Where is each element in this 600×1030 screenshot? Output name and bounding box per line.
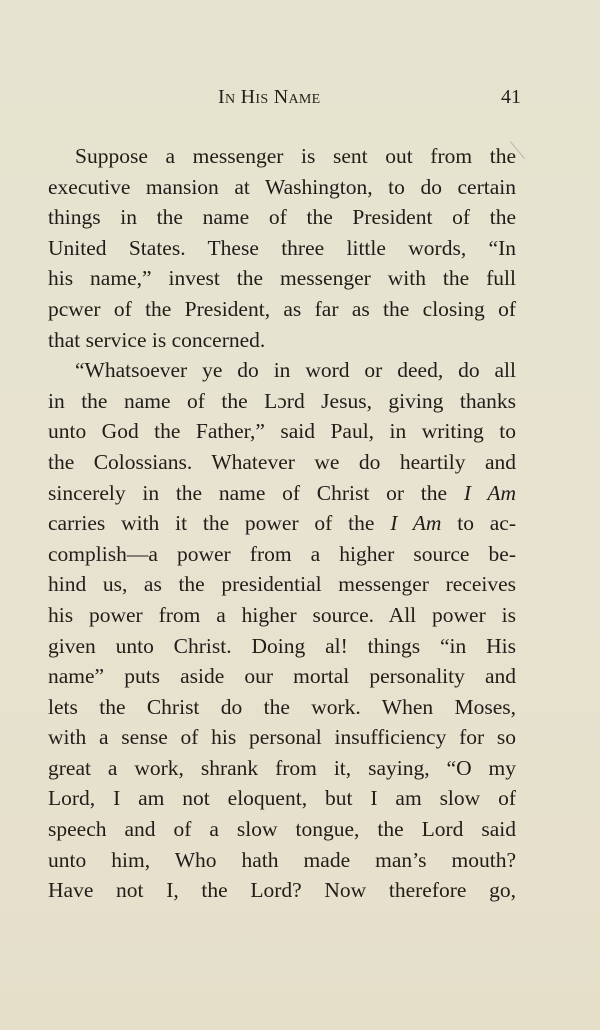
text-line: great a work, shrank from it, saying, “O my xyxy=(48,755,516,780)
text-line: Suppose a messenger is sent out from the xyxy=(75,144,516,168)
running-head xyxy=(218,86,521,116)
italic-i-am: I Am xyxy=(390,511,442,536)
text-line: his name,” invest the messenger with the full xyxy=(48,266,516,291)
body-text xyxy=(48,141,516,906)
text-line: the Colossians. Whatever we do heartily and xyxy=(48,449,516,474)
text-line: United States. These three little words, “In xyxy=(48,235,516,260)
text-line: unto God the Father,” said Paul, in writing to xyxy=(48,419,516,444)
text-line: given unto Christ. Doing al! things “in His xyxy=(48,633,516,658)
running-title: In His Name xyxy=(218,86,321,108)
text-line xyxy=(48,478,516,509)
text-line: his power from a higher source. All power is xyxy=(48,602,516,627)
italic-i-am: I Am xyxy=(463,480,516,505)
text-fragment: sincerely in the name of Christ or the xyxy=(48,480,448,505)
text-line: speech and of a slow tongue, the Lord said xyxy=(48,817,516,842)
text-line: in the name of the Lɔrd Jesus, giving thanks xyxy=(48,388,516,413)
text-line: things in the name of the President of the xyxy=(48,205,516,230)
text-line xyxy=(48,508,516,539)
text-line: “Whatsoever ye do in word or deed, do all xyxy=(75,358,516,383)
page-number: 41 xyxy=(501,86,521,108)
text-line: pcwer of the President, as far as the closing of xyxy=(48,296,516,321)
text-line: Have not I, the Lord? Now therefore go, xyxy=(48,878,516,903)
text-line: with a sense of his personal insufficiency for so xyxy=(48,725,516,750)
text-line: executive mansion at Washington, to do certain xyxy=(48,174,516,199)
text-line: lets the Christ do the work. When Moses, xyxy=(48,694,516,719)
text-fragment: carries with it the power of the xyxy=(48,511,375,536)
text-line: complish—a power from a higher source be- xyxy=(48,541,516,566)
text-line: name” puts aside our mortal personality and xyxy=(48,664,516,689)
text-line: that service is concerned. xyxy=(48,327,266,352)
text-fragment: to ac- xyxy=(457,511,516,536)
text-line: Lord, I am not eloquent, but I am slow of xyxy=(48,786,516,811)
text-line: hind us, as the presidential messenger receives xyxy=(48,572,516,597)
text-line: unto him, Who hath made man’s mouth? xyxy=(48,847,516,872)
